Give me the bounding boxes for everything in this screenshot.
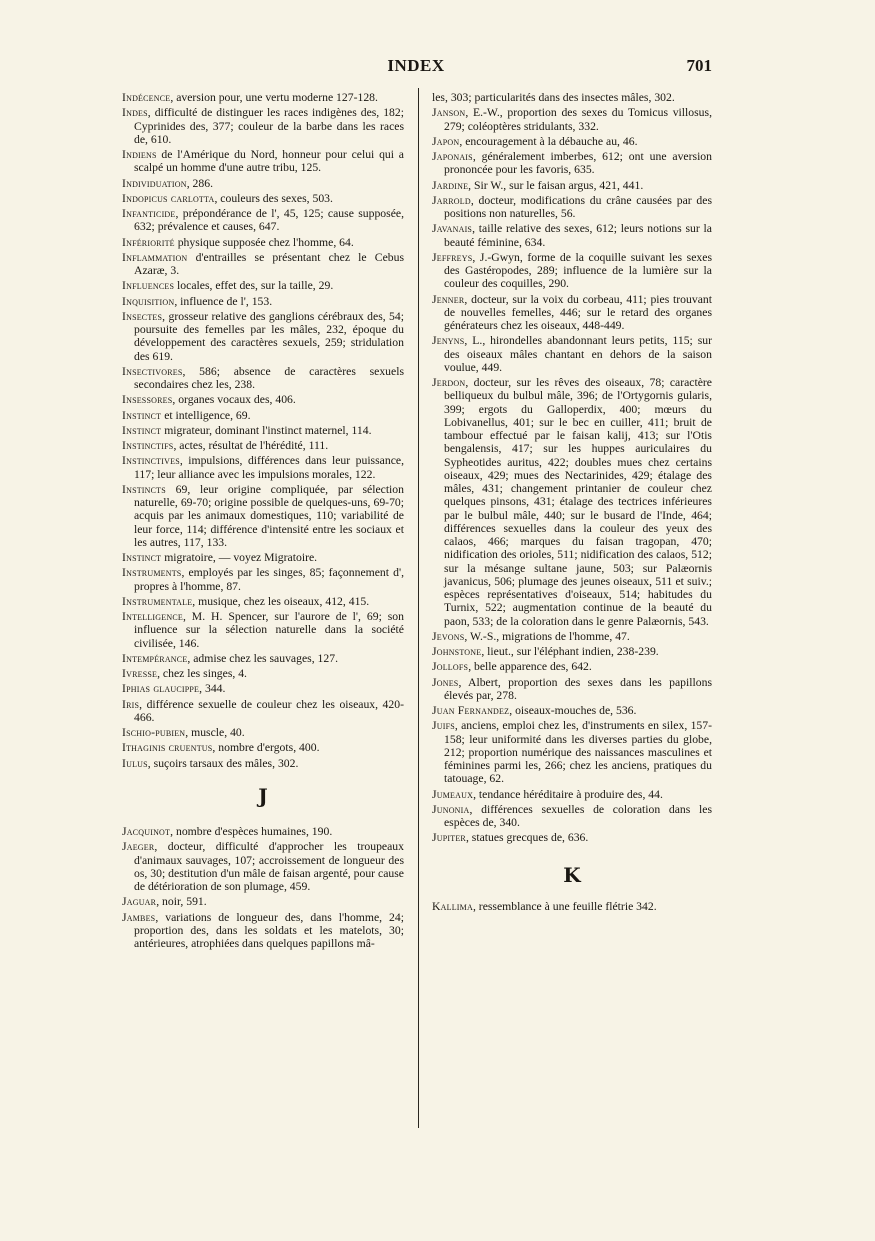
- entry-headword: Indopicus carlotta: [122, 191, 215, 205]
- index-entry: [122, 698, 404, 725]
- entry-text: , actes, résultat de l'hérédité, 111.: [173, 439, 329, 452]
- entry-headword: Jacquinot: [122, 825, 171, 838]
- entry-text: , aversion pour, une vertu moderne 127-128.: [170, 91, 378, 104]
- entry-headword: Jerdon: [432, 376, 466, 389]
- entry-text: , docteur, sur les rêves des oiseaux, 78; caractère belliqueux du bulbul mâle, 396; de l'Ortygornis gularis, 399; ergots du Galloperdix, 400; mœurs du Lobivanellus, 401; sur le bec en cuiller, 411; bruit de tambour effectué par le faisan kalij, 413; sur l'Otis bengalensis, 417; sur les huppes auriculaires du Sypheotides auritus, 422; doubles mues chez certains oiseaux, 429; mues des Nectarinides, 429; étalage des mâles, 431; changement printanier de couleur chez quelques pinsons, 431; étalage des tectrices inférieures par le bulbul mâle, 440; sur le busard de l'Inde, 464; différences sexuelles dans la couleur des yeux des calaos, 466; marques du faisan tragopan, 470; nidification des orioles, 511; nidification des calaos, 512; sur la mésange sultane jaune, 503; sur Palæornis javanicus, 506; plumage des jeunes oiseaux, 511 et suiv.; espèces représentatives d'oiseaux, 514; habitudes du Turnix, 522; augmentation continue de la beauté du paon, 533; de la coloration dans le genre Palæornis, 543.: [444, 376, 712, 628]
- entry-text: , difficulté de distinguer les races indigènes des, 182; Cyprinides des, 377; couleur de la barbe dans les races de, 610.: [134, 106, 404, 146]
- entry-headword: Ischio-pubien: [122, 726, 186, 739]
- entry-headword: Javanais: [432, 222, 473, 236]
- section-letter: J: [258, 783, 268, 808]
- entry-headword: Jeffreys: [432, 250, 473, 264]
- entry-text: migrateur, dominant l'instinct maternel, 114.: [161, 423, 372, 437]
- entry-text: , généralement imberbes, 612; ont une aversion prononcée pour les favoris, 635.: [444, 150, 712, 177]
- entry-text: , docteur, difficulté d'approcher les troupeaux d'animaux sauvages, 107; accroissement de longueur des os, 30; destitution d'un mâle de faisan argenté, pour cause de détérioration de son plumage, 459.: [134, 840, 404, 893]
- entry-text: , docteur, sur la voix du corbeau, 411; pies trouvant de nouvelles femelles, 446; sur le retard des organes générateurs chez les oiseaux, 448-449.: [444, 292, 712, 332]
- index-entry: [432, 135, 712, 148]
- entry-text: , belle apparence des, 642.: [468, 660, 592, 674]
- index-entry: [432, 91, 712, 104]
- index-entry: [122, 236, 404, 249]
- entry-headword: Jumeaux: [432, 787, 474, 801]
- entry-headword: Ithaginis cruentus: [122, 741, 213, 755]
- entry-headword: Indécence: [122, 91, 171, 104]
- entry-text: locales, effet des, sur la taille, 29.: [174, 279, 334, 293]
- index-entry: [432, 645, 712, 658]
- entry-headword: Jones: [432, 675, 459, 689]
- entry-text: , grosseur relative des ganglions cérébraux des, 54; poursuite des femelles par les mâles, 232, époque du développement des caractères sexuels, 259; stridulation des 619.: [134, 309, 404, 363]
- entry-headword: Instinct: [122, 423, 162, 437]
- index-entry: [122, 741, 404, 754]
- index-entry: [432, 222, 712, 249]
- index-entry: [122, 177, 404, 190]
- entry-headword: Jambes: [122, 910, 156, 924]
- entry-headword: Intelligence: [122, 610, 183, 623]
- entry-text: , taille relative des sexes, 612; leurs notions sur la beauté féminine, 634.: [444, 222, 712, 249]
- index-entry: [432, 194, 712, 221]
- entry-headword: Jaeger: [122, 840, 155, 854]
- entry-text: , 344.: [199, 682, 226, 696]
- running-head: [120, 56, 712, 78]
- index-entry: [432, 251, 712, 291]
- entry-headword: Iris: [122, 697, 140, 711]
- entry-headword: Juan Fernandez: [432, 704, 510, 717]
- entry-text: , oiseaux-mouches de, 536.: [509, 704, 637, 717]
- index-entry: [122, 310, 404, 363]
- index-entry: [122, 295, 404, 308]
- entry-headword: Influences: [122, 279, 175, 293]
- index-entry: [122, 439, 404, 452]
- index-entry: [432, 179, 712, 192]
- entry-text: , muscle, 40.: [185, 726, 245, 739]
- entry-headword: Indes: [122, 106, 148, 120]
- right-column: [432, 91, 712, 915]
- entry-text: , couleurs des sexes, 503.: [214, 191, 333, 205]
- index-entry: [122, 667, 404, 680]
- entry-headword: Janson: [432, 106, 466, 120]
- entry-text: , J.-Gwyn, forme de la coquille suivant les sexes des Gastéropodes, 289; influence de la lumière sur la couleur des coquilles, 290.: [444, 250, 712, 291]
- index-entry: [122, 279, 404, 292]
- entry-text: , L., hirondelles abandonnant leurs petits, 115; sur des oiseaux mâles chantant en dehors de la saison voulue, 449.: [444, 334, 712, 374]
- entry-text: , Albert, proportion des sexes dans les papillons élevés par, 278.: [444, 675, 712, 702]
- index-entry: [122, 895, 404, 908]
- entry-text: , E.-W., proportion des sexes du Tomicus villosus, 279; coléoptères stridulants, 332.: [444, 106, 712, 133]
- index-entry: [122, 595, 404, 608]
- entry-headword: Infanticide: [122, 207, 176, 220]
- index-entry: [122, 424, 404, 437]
- entry-headword: Jollofs: [432, 660, 469, 674]
- page-title: INDEX: [387, 56, 445, 75]
- entry-text: , prépondérance de l', 45, 125; cause supposée, 632; prévalence et causes, 647.: [134, 207, 404, 234]
- entry-text: , employés par les singes, 85; façonnement d', propres à l'homme, 87.: [134, 566, 404, 593]
- index-entry: [122, 251, 404, 278]
- entry-headword: Iphias glaucippe: [122, 682, 200, 696]
- entry-text: , M. H. Spencer, sur l'aurore de l', 69; son influence sur la sélection naturelle dans la société civilisée, 146.: [134, 610, 404, 650]
- index-entry: [432, 106, 712, 133]
- entry-headword: Japonais: [432, 150, 473, 163]
- entry-text: de l'Amérique du Nord, honneur pour celui qui a scalpé un homme d'une autre tribu, 125.: [134, 148, 404, 175]
- index-entry: [432, 293, 712, 333]
- index-entry: [122, 393, 404, 406]
- index-entry: [432, 704, 712, 717]
- index-entry: [122, 566, 404, 593]
- entry-headword: Juifs: [432, 719, 455, 733]
- entry-headword: Iulus: [122, 756, 148, 770]
- index-entry: [122, 148, 404, 175]
- index-entry: [122, 610, 404, 650]
- entry-text: les, 303; particularités dans des insectes mâles, 302.: [432, 91, 675, 104]
- index-entry: [432, 803, 712, 830]
- index-entry: [432, 676, 712, 703]
- index-entry: [122, 652, 404, 665]
- entry-headword: Jaguar: [122, 895, 157, 909]
- entry-headword: Instincts: [122, 482, 166, 496]
- index-entry: [122, 726, 404, 739]
- entry-headword: Instinctifs: [122, 439, 174, 452]
- entry-headword: Jupiter: [432, 831, 466, 845]
- index-entry: [432, 719, 712, 785]
- index-entry: [122, 365, 404, 392]
- entry-headword: Intempérance: [122, 651, 188, 665]
- entry-headword: Jevons: [432, 629, 465, 643]
- entry-text: physique supposée chez l'homme, 64.: [174, 235, 354, 249]
- entry-text: , statues grecques de, 636.: [465, 831, 589, 845]
- entry-text: , Sir W., sur le faisan argus, 421, 441.: [468, 178, 644, 192]
- column-divider: [418, 88, 419, 1128]
- entry-headword: Indiens: [122, 148, 157, 161]
- entry-text: , encouragement à la débauche au, 46.: [459, 134, 638, 148]
- index-entry: [432, 831, 712, 844]
- entry-text: , chez les singes, 4.: [157, 667, 247, 680]
- entry-text: , docteur, modifications du crâne causées par des positions non naturelles, 56.: [444, 193, 712, 220]
- index-entry: [122, 911, 404, 951]
- page-number: 701: [686, 56, 712, 75]
- entry-text: , organes vocaux des, 406.: [172, 393, 296, 407]
- entry-text: , 586; absence de caractères sexuels secondaires chez les, 238.: [134, 364, 404, 391]
- entry-text: migratoire, — voyez Migratoire.: [161, 551, 318, 564]
- index-entry: [122, 106, 404, 146]
- entry-text: , musique, chez les oiseaux, 412, 415.: [192, 594, 370, 608]
- entry-headword: Jarrold: [432, 193, 471, 207]
- index-entry: [122, 840, 404, 893]
- index-entry: [122, 825, 404, 838]
- entry-headword: Insessores: [122, 393, 173, 407]
- entry-headword: Instinctives: [122, 454, 180, 468]
- entry-headword: Kallima: [432, 899, 473, 913]
- entry-text: , admise chez les sauvages, 127.: [187, 651, 338, 665]
- entry-headword: Insectes: [122, 309, 163, 323]
- index-entry: [122, 757, 404, 770]
- entry-text: , influence de l', 153.: [174, 294, 273, 308]
- entry-headword: Jenner: [432, 292, 465, 306]
- index-entry: [122, 551, 404, 564]
- entry-text: , W.-S., migrations de l'homme, 47.: [464, 629, 630, 643]
- entry-text: , nombre d'ergots, 400.: [212, 741, 320, 755]
- index-entry: [432, 630, 712, 643]
- index-entry: [432, 150, 712, 177]
- entry-text: , différences sexuelles de coloration dans les espèces de, 340.: [444, 802, 712, 829]
- entry-text: , suçoirs tarsaux des mâles, 302.: [147, 756, 299, 770]
- entry-headword: Johnstone: [432, 645, 482, 658]
- entry-headword: Junonia: [432, 802, 470, 816]
- index-entry: [432, 660, 712, 673]
- entry-text: , 286.: [186, 176, 213, 190]
- entry-text: 69, leur origine compliquée, par sélection naturelle, 69-70; origine possible de quelques-uns, 69-70; acquis par les animaux domestiques, 110; variabilité de leur force, 114; différence d'intensité entre les sociaux et les autres, 117, 133.: [134, 482, 404, 549]
- entry-headword: Infériorité: [122, 235, 175, 249]
- entry-text: , variations de longueur des, dans l'homme, 24; proportion des, dans les soldats et les matelots, 30; antérieures, atrophiées dans quelques papillons mâ-: [134, 910, 404, 950]
- index-entry: [122, 454, 404, 481]
- index-entry: [432, 788, 712, 801]
- entry-headword: Inflammation: [122, 250, 188, 264]
- index-entry: [122, 682, 404, 695]
- entry-text: d'entrailles se présentant chez le Cebus Azaræ, 3.: [134, 250, 404, 277]
- entry-text: , noir, 591.: [156, 895, 207, 909]
- entry-text: , impulsions, différences dans leur puissance, 117; leur alliance avec les impulsions morales, 122.: [134, 454, 404, 481]
- entry-text: , anciens, emploi chez les, d'instruments en silex, 157-158; leur uniformité dans les diverses parties du globe, 212; proportion numérique des naissances masculines et féminines parmi les, 266; chez les anciens, pratiques du tatouage, 62.: [444, 719, 712, 786]
- entry-headword: Ivresse: [122, 667, 158, 680]
- entry-headword: Instinct: [122, 551, 162, 564]
- index-entry: [432, 900, 712, 913]
- section-letter: K: [563, 862, 581, 887]
- index-entry: [122, 207, 404, 234]
- entry-headword: Instruments: [122, 566, 182, 580]
- entry-headword: Jardine: [432, 178, 469, 192]
- entry-text: , nombre d'espèces humaines, 190.: [170, 825, 333, 838]
- index-entry: [122, 409, 404, 422]
- entry-text: , tendance héréditaire à produire des, 44.: [473, 787, 663, 801]
- index-entry: [122, 91, 404, 104]
- entry-headword: Insectivores: [122, 364, 183, 378]
- entry-headword: Japon: [432, 134, 460, 148]
- index-entry: [122, 192, 404, 205]
- entry-text: , différence sexuelle de couleur chez les oiseaux, 420-466.: [134, 697, 404, 724]
- entry-headword: Jenyns: [432, 334, 465, 348]
- entry-headword: Instinct: [122, 408, 162, 422]
- entry-headword: Individuation: [122, 176, 187, 190]
- index-entry: [122, 483, 404, 549]
- entry-text: , ressemblance à une feuille flétrie 342.: [472, 899, 657, 913]
- entry-text: , lieut., sur l'éléphant indien, 238-239.: [481, 645, 659, 658]
- entry-headword: Inquisition: [122, 294, 175, 308]
- entry-headword: Instrumentale: [122, 594, 193, 608]
- left-column: [122, 91, 404, 952]
- entry-text: et intelligence, 69.: [161, 408, 251, 422]
- index-entry: [432, 376, 712, 628]
- index-entry: [432, 334, 712, 374]
